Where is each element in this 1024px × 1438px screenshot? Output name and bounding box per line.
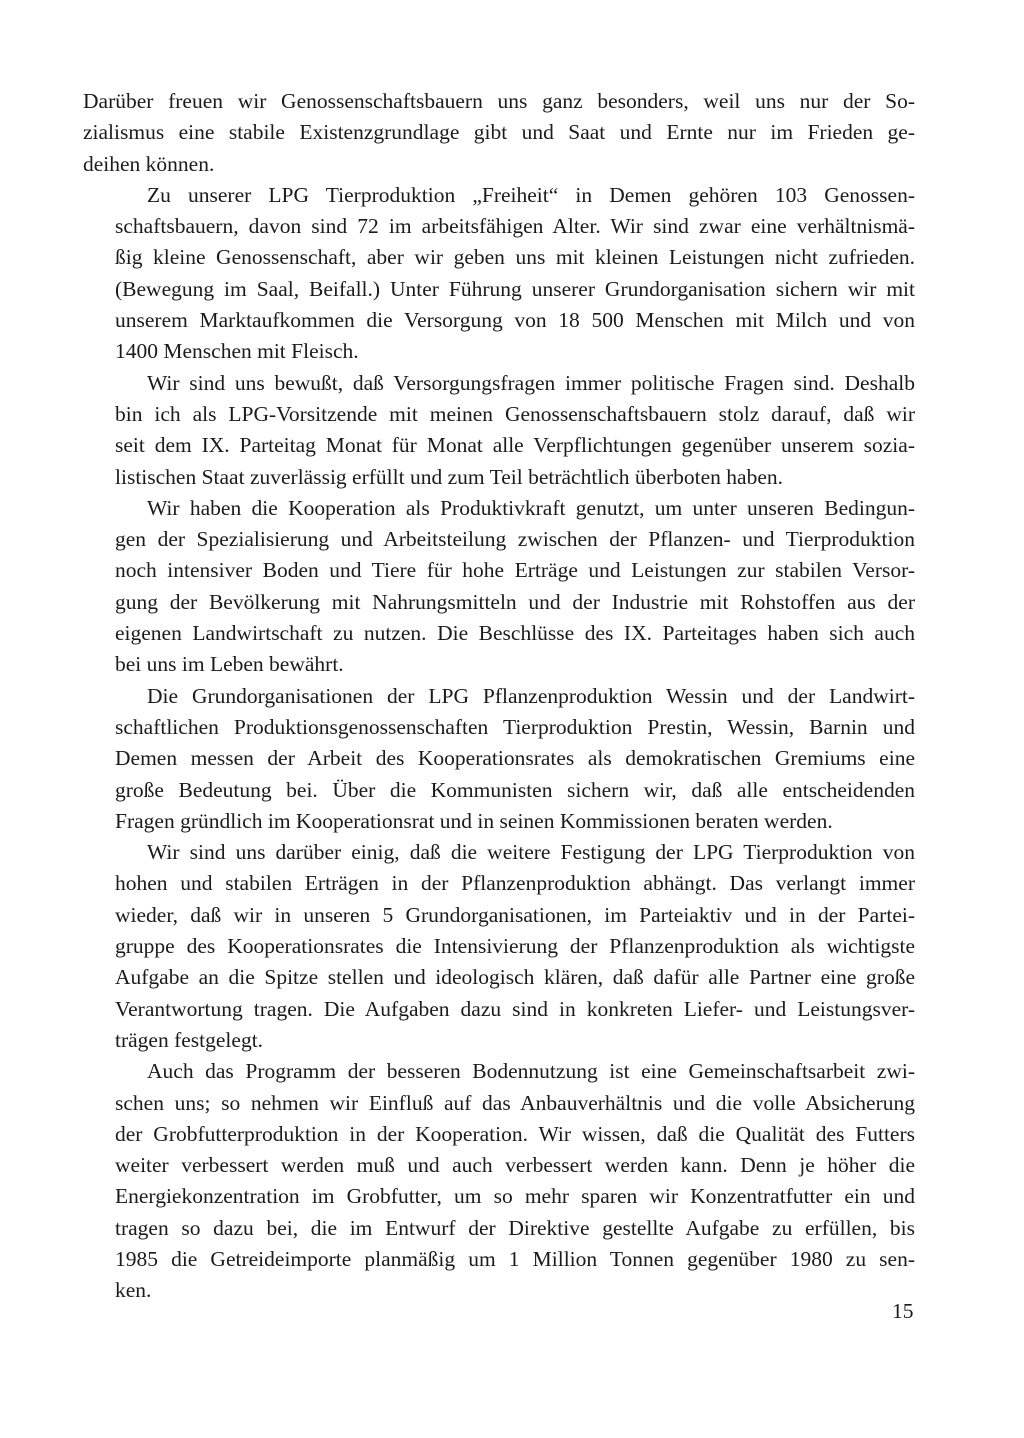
paragraph [83,681,915,837]
text-line: der Grobfutterproduktion in der Kooperation. Wir wissen, daß die Qualität des Futters [115,1121,915,1146]
text-line: listischen Staat zuverlässig erfüllt und zum Teil beträchtlich überboten haben. [115,464,783,489]
text-line: große Bedeutung bei. Über die Kommunisten sichern wir, daß alle entscheidenden [115,777,915,802]
text-line: gruppe des Kooperationsrates die Intensivierung der Pflanzenproduktion als wichtigste [115,934,915,959]
text-line: noch intensiver Boden und Tiere für hohe Erträge und Leistungen zur stabilen Versor- [115,558,915,583]
text-line: Verantwortung tragen. Die Aufgaben dazu sind in konkreten Liefer- und Leistungsver- [115,996,915,1021]
paragraph [83,368,915,493]
text-line: eigenen Landwirtschaft zu nutzen. Die Beschlüsse des IX. Parteitages haben sich auch [115,621,915,646]
text-line: Wir haben die Kooperation als Produktivkraft genutzt, um unter unseren Bedingun- [147,495,915,520]
text-line: gung der Bevölkerung mit Nahrungsmitteln und der Industrie mit Rohstoffen aus der [115,589,915,614]
body-text [83,86,915,1307]
text-line: Wir sind uns bewußt, daß Versorgungsfragen immer politische Fragen sind. Deshalb [147,370,915,395]
text-line: Darüber freuen wir Genossenschaftsbauern uns ganz besonders, weil uns nur der So- [83,89,915,113]
text-line: Fragen gründlich im Kooperationsrat und in seinen Kommissionen beraten werden. [115,808,833,833]
text-line: Die Grundorganisationen der LPG Pflanzenproduktion Wessin und der Landwirt- [147,683,915,708]
text-line: hohen und stabilen Erträgen in der Pflanzenproduktion abhängt. Das verlangt immer [115,871,915,896]
text-line: ßig kleine Genossenschaft, aber wir geben uns mit kleinen Leistungen nicht zufrieden. [115,245,915,270]
text-line: 1985 die Getreideimporte planmäßig um 1 Million Tonnen gegenüber 1980 zu sen- [115,1246,915,1271]
text-line: unserem Marktaufkommen die Versorgung von 18 500 Menschen mit Milch und von [115,308,915,333]
text-line: schen uns; so nehmen wir Einfluß auf das Anbauverhältnis und die volle Absicherung [115,1090,915,1115]
text-line: gen der Spezialisierung und Arbeitsteilung zwischen der Pflanzen- und Tierproduktion [115,527,915,552]
text-line: Demen messen der Arbeit des Kooperationsrates als demokratischen Gremiums eine [115,746,915,771]
paragraph [83,180,915,368]
page-number: 15 [892,1299,914,1323]
text-line: Zu unserer LPG Tierproduktion „Freiheit“ in Demen gehören 103 Genossen- [147,182,915,207]
paragraph [83,493,915,681]
paragraph [83,837,915,1056]
text-line: Wir sind uns darüber einig, daß die weitere Festigung der LPG Tierproduktion von [147,840,915,865]
text-line: schaftsbauern, davon sind 72 im arbeitsfähigen Alter. Wir sind zwar eine verhältnismä- [115,214,915,239]
text-line: wieder, daß wir in unseren 5 Grundorganisationen, im Parteiaktiv und in der Partei- [115,902,915,927]
text-line: 1400 Menschen mit Fleisch. [115,339,359,364]
text-line: Energiekonzentration im Grobfutter, um so mehr sparen wir Konzentratfutter ein und [115,1184,915,1209]
text-line: weiter verbessert werden muß und auch verbessert werden kann. Denn je höher die [115,1153,915,1178]
text-line: deihen können. [83,151,215,176]
text-line: trägen festgelegt. [115,1027,264,1052]
text-line: tragen so dazu bei, die im Entwurf der Direktive gestellte Aufgabe zu erfüllen, bis [115,1215,915,1240]
text-line: (Bewegung im Saal, Beifall.) Unter Führung unserer Grundorganisation sichern wir mit [115,276,915,301]
text-line: schaftlichen Produktionsgenossenschaften Tierproduktion Prestin, Wessin, Barnin und [115,714,915,739]
paragraph [83,86,915,180]
text-line: Auch das Programm der besseren Bodennutzung ist eine Gemeinschaftsarbeit zwi- [147,1059,915,1084]
text-line: zialismus eine stabile Existenzgrundlage gibt und Saat und Ernte nur im Frieden ge- [83,120,915,145]
text-line: seit dem IX. Parteitag Monat für Monat alle Verpflichtungen gegenüber unserem sozia- [115,433,915,458]
text-line: bei uns im Leben bewährt. [115,652,344,677]
text-line: bin ich als LPG-Vorsitzende mit meinen Genossenschaftsbauern stolz darauf, daß wir [115,401,915,426]
paragraph [83,1056,915,1306]
text-line: Aufgabe an die Spitze stellen und ideologisch klären, daß dafür alle Partner eine große [115,965,915,990]
text-line: ken. [115,1278,152,1303]
